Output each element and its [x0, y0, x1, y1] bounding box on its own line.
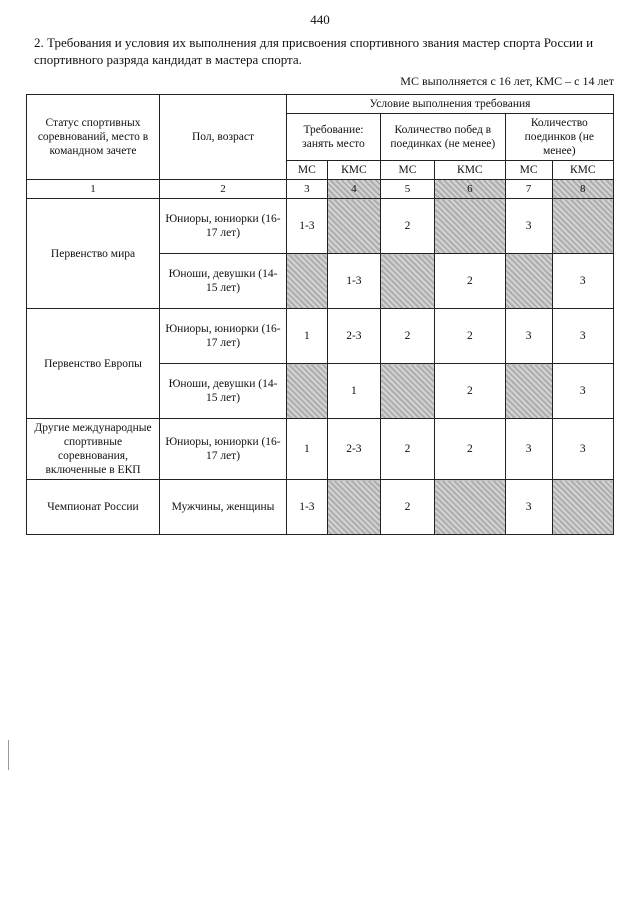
header-status: Статус спортивных соревнований, место в командном зачете — [27, 95, 160, 180]
place-kms-cell: 2-3 — [327, 419, 380, 480]
section-heading: 2. Требования и условия их выполнения для присвоения спортивного звания мастер спорта России и спортивного разряда кандидат в мастера спорта. — [34, 35, 594, 67]
bouts-kms-cell: 3 — [552, 254, 613, 309]
header-bouts: Количество поединков (не менее) — [505, 114, 613, 161]
header-place: Требование: занять место — [287, 114, 381, 161]
status-cell: Первенство мира — [27, 199, 160, 309]
header-bouts-ms: МС — [505, 161, 552, 180]
column-numbers-row — [27, 180, 614, 199]
place-ms-cell — [287, 254, 328, 309]
bouts-ms-cell: 3 — [505, 419, 552, 480]
place-ms-cell: 1-3 — [287, 199, 328, 254]
wins-kms-cell: 2 — [435, 419, 506, 480]
place-ms-cell: 1-3 — [287, 480, 328, 535]
header-wins-kms: КМС — [435, 161, 506, 180]
place-kms-cell — [327, 480, 380, 535]
bouts-ms-cell: 3 — [505, 309, 552, 364]
wins-ms-cell: 2 — [381, 199, 435, 254]
place-ms-cell: 1 — [287, 419, 328, 480]
column-number: 7 — [505, 180, 552, 199]
place-kms-cell: 1-3 — [327, 254, 380, 309]
place-ms-cell: 1 — [287, 309, 328, 364]
bouts-ms-cell — [505, 364, 552, 419]
table-row — [27, 309, 614, 364]
bouts-kms-cell: 3 — [552, 419, 613, 480]
wins-ms-cell — [381, 364, 435, 419]
header-place-kms: КМС — [327, 161, 380, 180]
wins-ms-cell: 2 — [381, 419, 435, 480]
column-number: 1 — [27, 180, 160, 199]
bouts-ms-cell: 3 — [505, 480, 552, 535]
requirements-table — [26, 94, 614, 535]
bouts-ms-cell: 3 — [505, 199, 552, 254]
place-kms-cell: 2-3 — [327, 309, 380, 364]
wins-kms-cell — [435, 199, 506, 254]
bouts-kms-cell — [552, 480, 613, 535]
table-row — [27, 199, 614, 254]
column-number: 4 — [327, 180, 380, 199]
place-kms-cell — [327, 199, 380, 254]
column-number: 2 — [160, 180, 287, 199]
wins-ms-cell — [381, 254, 435, 309]
page-number: 440 — [310, 12, 330, 27]
age-cell: Юниоры, юниорки (16-17 лет) — [160, 199, 287, 254]
header-age: Пол, возраст — [160, 95, 287, 180]
bouts-kms-cell: 3 — [552, 364, 613, 419]
scan-edge-mark — [8, 740, 9, 770]
header-wins-ms: МС — [381, 161, 435, 180]
column-number: 5 — [381, 180, 435, 199]
wins-kms-cell: 2 — [435, 364, 506, 419]
bouts-kms-cell — [552, 199, 613, 254]
status-cell: Другие международные спортивные соревнования, включенные в ЕКП — [27, 419, 160, 480]
age-cell: Юноши, девушки (14-15 лет) — [160, 254, 287, 309]
age-cell: Мужчины, женщины — [160, 480, 287, 535]
bouts-kms-cell: 3 — [552, 309, 613, 364]
wins-ms-cell: 2 — [381, 309, 435, 364]
table-row — [27, 480, 614, 535]
status-cell: Чемпионат России — [27, 480, 160, 535]
place-kms-cell: 1 — [327, 364, 380, 419]
age-note: МС выполняется с 16 лет, КМС – с 14 лет — [400, 74, 614, 88]
header-wins: Количество побед в поединках (не менее) — [381, 114, 506, 161]
wins-kms-cell: 2 — [435, 254, 506, 309]
wins-kms-cell: 2 — [435, 309, 506, 364]
age-cell: Юниоры, юниорки (16-17 лет) — [160, 419, 287, 480]
age-cell: Юноши, девушки (14-15 лет) — [160, 364, 287, 419]
place-ms-cell — [287, 364, 328, 419]
header-place-ms: МС — [287, 161, 328, 180]
wins-ms-cell: 2 — [381, 480, 435, 535]
table-row — [27, 419, 614, 480]
wins-kms-cell — [435, 480, 506, 535]
column-number: 8 — [552, 180, 613, 199]
age-cell: Юниоры, юниорки (16-17 лет) — [160, 309, 287, 364]
bouts-ms-cell — [505, 254, 552, 309]
column-number: 3 — [287, 180, 328, 199]
header-bouts-kms: КМС — [552, 161, 613, 180]
column-number: 6 — [435, 180, 506, 199]
header-condition: Условие выполнения требования — [287, 95, 614, 114]
status-cell: Первенство Европы — [27, 309, 160, 419]
